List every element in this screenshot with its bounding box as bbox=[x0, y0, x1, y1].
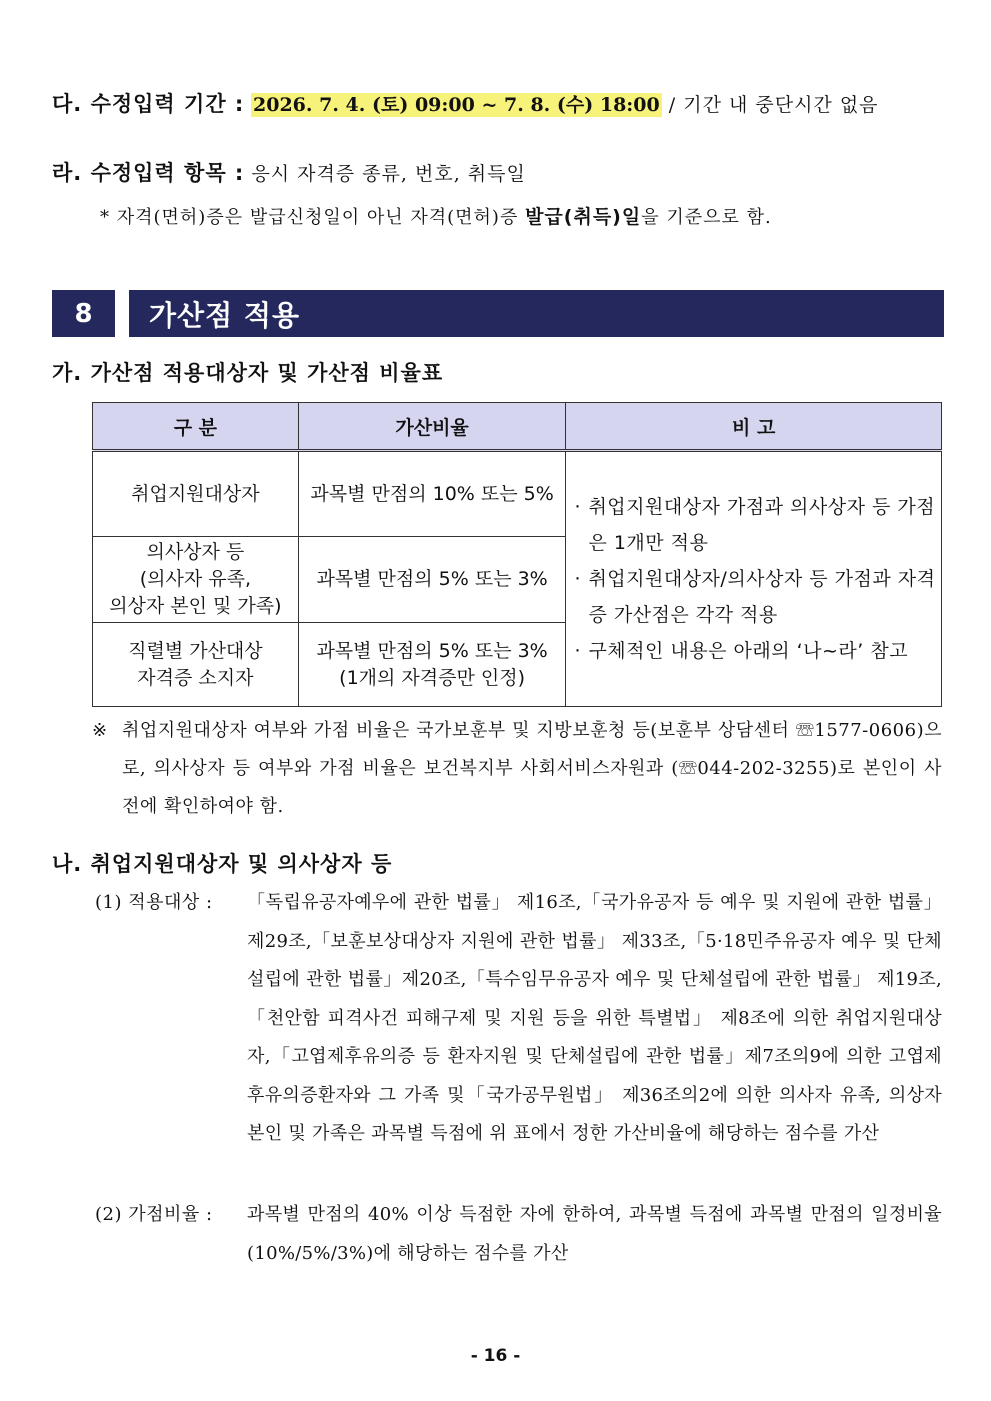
remark-text: 취업지원대상자 여부와 가점 비율은 국가보훈부 및 지방보훈청 등(보훈부 상담센터 ☏1577-0606)으로, 의사상자 등 여부와 가점 비율은 보건복지부 사회서비스자원과 (☏044-202-3255)로 본인이 사전에 확인하여야 함. bbox=[122, 720, 942, 817]
item-body: 「독립유공자예우에 관한 법률」 제16조,「국가유공자 등 예우 및 지원에 관한 법률」 제29조,「보훈보상대상자 지원에 관한 법률」 제33조,「5·18민주유공자 예우 및 단체설립에 관한 법률」제20조,「특수임무유공자 예우 및 단체설립에 관한 법률」 제19조,「천안함 피격사건 피해구제 및 지원 등을 위한 특별법」 제8조에 의한 취업지원대상자,「고엽제후유의증 등 환자지원 및 단체설립에 관한 법률」제7조의9에 의한 고엽제후유의증환자와 그 가족 및「국가공무원법」 제36조의2에 의한 의사자 유족, 의상자 본인 및 가족은 과목별 득점에 위 표에서 정한 가산비율에 해당하는 점수를 가산 bbox=[247, 892, 942, 1144]
remark-mark: ※ bbox=[92, 720, 108, 741]
note-item bbox=[574, 489, 937, 561]
header-category: 구 분 bbox=[93, 403, 299, 451]
row2-category-line: (의사자 유족, bbox=[139, 568, 251, 590]
row1-category: 취업지원대상자 bbox=[93, 451, 299, 537]
section-number: 8 bbox=[52, 290, 115, 337]
items-value: 응시 자격증 종류, 번호, 취득일 bbox=[244, 163, 526, 185]
row2-rate: 과목별 만점의 5% 또는 3% bbox=[298, 537, 566, 623]
remark bbox=[92, 712, 942, 826]
items-note-suffix: 을 기준으로 함. bbox=[641, 207, 772, 228]
row1-rate: 과목별 만점의 10% 또는 5% bbox=[298, 451, 566, 537]
row3-category-line: 자격증 소지자 bbox=[137, 666, 254, 689]
note-text: 구체적인 내용은 아래의 ‘나~라’ 참고 bbox=[588, 640, 909, 662]
item-body: 과목별 만점의 40% 이상 득점한 자에 한하여, 과목별 득점에 과목별 만점의 일정비율(10%/5%/3%)에 해당하는 점수를 가산 bbox=[247, 1204, 942, 1264]
header-rate: 가산비율 bbox=[298, 403, 566, 451]
item-head: (1) 적용대상 : bbox=[95, 892, 213, 913]
period-line bbox=[52, 88, 879, 118]
note-text: 취업지원대상자 가점과 의사상자 등 가점은 1개만 적용 bbox=[588, 496, 936, 554]
na-item-rate bbox=[95, 1196, 942, 1273]
row3-rate bbox=[298, 623, 566, 707]
row2-category-line: 의사상자 등 bbox=[146, 541, 245, 563]
bullet: · bbox=[574, 496, 581, 518]
bullet: · bbox=[574, 640, 581, 662]
row3-category-line: 직렬별 가산대상 bbox=[128, 639, 263, 662]
items-note bbox=[100, 202, 772, 229]
item-head: (2) 가점비율 : bbox=[95, 1204, 213, 1225]
period-label: 다. 수정입력 기간 : bbox=[52, 92, 245, 116]
period-highlight: 2026. 7. 4. (토) 09:00 ~ 7. 8. (수) 18:00 bbox=[253, 94, 660, 116]
page-number: - 16 - bbox=[470, 1346, 521, 1366]
period-suffix: / 기간 내 중단시간 없음 bbox=[661, 94, 879, 116]
row2-category-line: 의상자 본인 및 가족) bbox=[109, 595, 282, 617]
note-item bbox=[574, 561, 937, 633]
header-note: 비 고 bbox=[566, 403, 942, 451]
table-row bbox=[93, 451, 942, 537]
items-note-prefix: * 자격(면허)증은 발급신청일이 아닌 자격(면허)증 bbox=[100, 207, 526, 228]
note-item bbox=[574, 633, 937, 669]
na-item-target bbox=[95, 884, 942, 1154]
note-text: 취업지원대상자/의사상자 등 가점과 자격증 가산점은 각각 적용 bbox=[588, 568, 936, 626]
table-header-row bbox=[93, 403, 942, 451]
table-notes bbox=[566, 451, 942, 707]
bullet: · bbox=[574, 568, 581, 590]
row2-category bbox=[93, 537, 299, 623]
bonus-rate-table bbox=[92, 402, 942, 707]
row3-rate-line: 과목별 만점의 5% 또는 3% bbox=[316, 639, 548, 662]
row3-category bbox=[93, 623, 299, 707]
row3-rate-line: (1개의 자격증만 인정) bbox=[339, 666, 525, 689]
items-line bbox=[52, 157, 526, 187]
section-title: 가산점 적용 bbox=[129, 290, 944, 337]
subsection-na-heading: 나. 취업지원대상자 및 의사상자 등 bbox=[52, 852, 393, 876]
items-label: 라. 수정입력 항목 : bbox=[52, 161, 245, 185]
items-note-bold: 발급(취득)일 bbox=[525, 206, 642, 228]
subsection-ga-heading: 가. 가산점 적용대상자 및 가산점 비율표 bbox=[52, 361, 444, 385]
